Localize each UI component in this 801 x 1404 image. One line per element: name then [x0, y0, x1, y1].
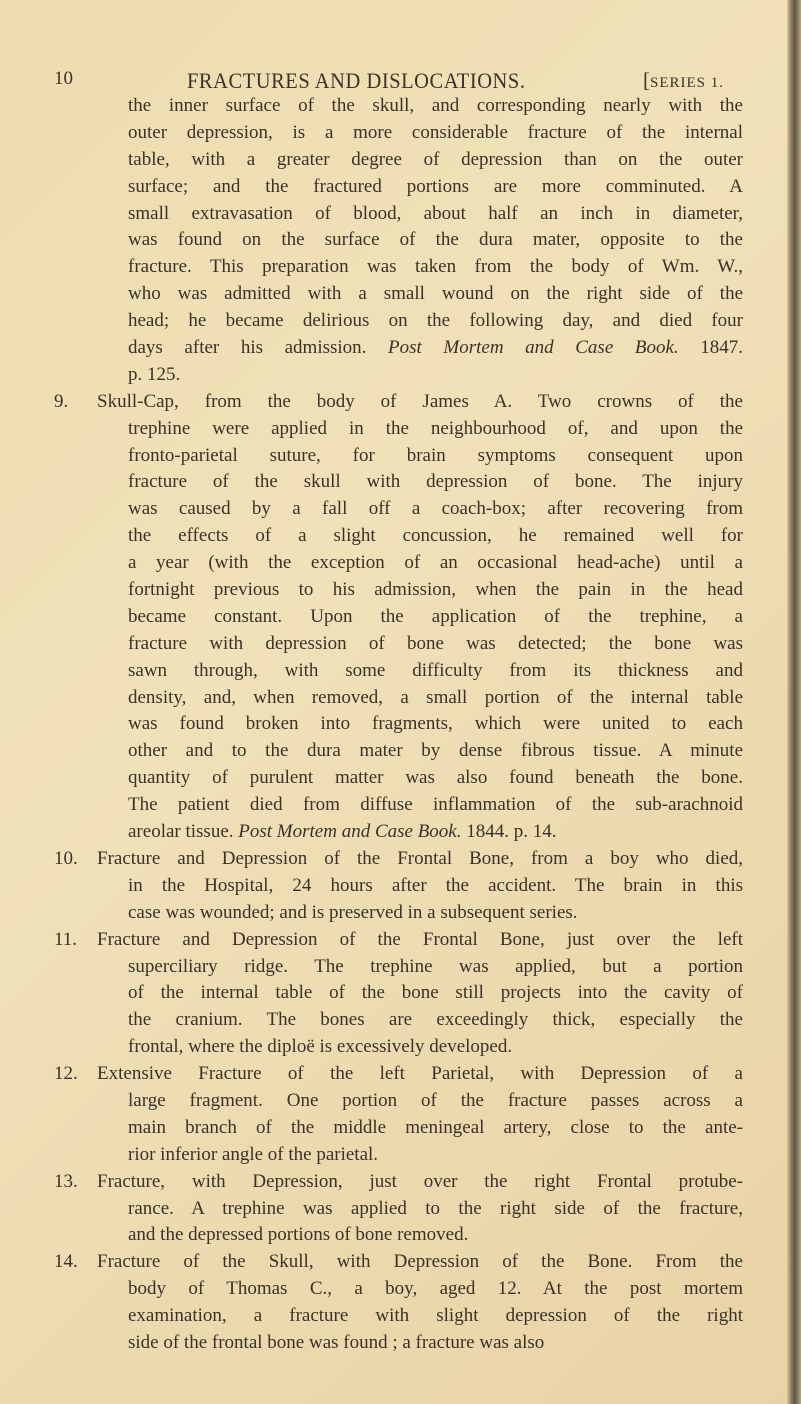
text-line	[0, 1061, 801, 1088]
text-line	[0, 658, 801, 685]
series-label	[643, 68, 724, 93]
line-text: rance. A trephine was applied to the right side of the fracture,	[128, 1197, 743, 1219]
line-text: who was admitted with a small wound on the right side of the	[128, 283, 743, 305]
text-line	[0, 1115, 801, 1142]
text-line	[0, 711, 801, 738]
text-line	[0, 1276, 801, 1303]
line-text: the inner surface of the skull, and corresponding nearly with the	[128, 95, 743, 116]
line-text: and the depressed portions of bone removed.	[128, 1224, 469, 1246]
entry-number: 10.	[54, 847, 78, 869]
text-line	[0, 389, 801, 416]
line-text: fortnight previous to his admission, when the pain in the head	[128, 579, 743, 601]
line-text: The patient died from diffuse inflammation of the sub-arachnoid	[128, 794, 743, 816]
text-line	[0, 362, 801, 389]
text-line	[0, 819, 801, 846]
text-line	[0, 254, 801, 281]
line-text: Fracture, with Depression, just over the right Frontal protube-	[97, 1170, 743, 1192]
line-text: Fracture and Depression of the Frontal Bone, just over the left	[97, 928, 743, 950]
text-line	[0, 469, 801, 496]
line-text: p. 125.	[128, 363, 181, 385]
line-text: was caused by a fall off a coach-box; after recovering from	[128, 498, 743, 520]
text-line	[0, 1007, 801, 1034]
line-text: quantity of purulent matter was also found beneath the bone.	[128, 767, 743, 789]
line-text: case was wounded; and is preserved in a subsequent series.	[128, 901, 578, 923]
line-text: was found on the surface of the dura mater, opposite to the	[128, 229, 743, 251]
continued-paragraph	[0, 93, 801, 389]
text-line	[0, 765, 801, 792]
italic-citation: Post Mortem and Case Book.	[388, 337, 679, 359]
text-line	[0, 416, 801, 443]
text-line	[0, 1249, 801, 1276]
text-line	[0, 1303, 801, 1330]
line-text: the cranium. The bones are exceedingly thick, especially the	[128, 1009, 743, 1031]
line-text: main branch of the middle meningeal artery, close to the ante-	[128, 1116, 743, 1138]
text-line	[0, 1088, 801, 1115]
text-line	[0, 631, 801, 658]
line-text: small extravasation of blood, about half an inch in diameter,	[128, 202, 743, 224]
catalogue-entry	[0, 1061, 801, 1169]
line-text: superciliary ridge. The trephine was applied, but a portion	[128, 955, 743, 977]
line-text: of the internal table of the bone still projects into the cavity of	[128, 982, 743, 1004]
text-line	[0, 738, 801, 765]
entry-number: 12.	[54, 1063, 78, 1085]
line-text: other and to the dura mater by dense fibrous tissue. A minute	[128, 740, 743, 762]
line-text: examination, a fracture with slight depression of the right	[128, 1305, 743, 1327]
text-segment: days after his admission.	[128, 337, 389, 359]
text-line	[0, 201, 801, 228]
text-line	[0, 954, 801, 981]
line-text: in the Hospital, 24 hours after the accident. The brain in this	[128, 874, 743, 896]
line-text	[128, 335, 743, 362]
text-line	[0, 792, 801, 819]
entry-number: 11.	[54, 928, 78, 950]
line-text: became constant. Upon the application of the trephine, a	[128, 605, 743, 627]
line-text: trephine were applied in the neighbourhood of, and upon the	[128, 417, 743, 439]
series-bracket: [	[643, 68, 650, 92]
text-line	[0, 523, 801, 550]
line-text: outer depression, is a more considerable fracture of the internal	[128, 121, 743, 143]
line-text: fracture of the skull with depression of bone. The injury	[128, 471, 743, 493]
series-text: SERIES 1.	[650, 75, 725, 91]
text-line	[0, 900, 801, 927]
text-line	[0, 873, 801, 900]
entry-number: 13.	[54, 1170, 78, 1192]
line-text: density, and, when removed, a small portion of the internal table	[128, 686, 743, 708]
text-line	[0, 443, 801, 470]
line-text	[128, 819, 743, 846]
text-line	[0, 1034, 801, 1061]
text-line	[0, 227, 801, 254]
text-line	[0, 846, 801, 873]
text-segment: 1844. p. 14.	[461, 821, 557, 843]
line-text: table, with a greater degree of depression than on the outer	[128, 148, 743, 170]
entry-number: 9.	[54, 390, 69, 412]
text-segment: areolar tissue.	[128, 821, 239, 843]
line-text: fracture with depression of bone was detected; the bone was	[128, 632, 743, 654]
catalogue-entry	[0, 927, 801, 1061]
text-line	[0, 604, 801, 631]
line-text: surface; and the fractured portions are more comminuted. A	[128, 175, 743, 197]
line-text: the effects of a slight concussion, he remained well for	[128, 525, 743, 547]
line-text: fracture. This preparation was taken from the body of Wm. W.,	[128, 256, 743, 278]
text-line	[0, 550, 801, 577]
line-text: rior inferior angle of the parietal.	[128, 1143, 379, 1165]
line-text: sawn through, with some difficulty from its thickness and	[128, 659, 743, 681]
line-text: large fragment. One portion of the fracture passes across a	[128, 1089, 743, 1111]
text-line	[0, 1330, 801, 1357]
text-line	[0, 980, 801, 1007]
running-title: FRACTURES AND DISLOCATIONS.	[187, 68, 526, 93]
text-line	[0, 335, 801, 362]
text-line	[0, 577, 801, 604]
text-line	[0, 120, 801, 147]
line-text: Skull-Cap, from the body of James A. Two crowns of the	[97, 390, 743, 412]
line-text: Extensive Fracture of the left Parietal, with Depression of a	[97, 1063, 743, 1085]
line-text: frontal, where the diploë is excessively developed.	[128, 1036, 513, 1058]
catalogue-entry	[0, 846, 801, 927]
text-line	[0, 685, 801, 712]
line-text: was found broken into fragments, which were united to each	[128, 713, 743, 735]
line-text: Fracture of the Skull, with Depression of the Bone. From the	[97, 1251, 743, 1273]
text-line	[0, 496, 801, 523]
italic-citation: Post Mortem and Case Book.	[238, 821, 462, 843]
text-line	[0, 1196, 801, 1223]
text-line	[0, 308, 801, 335]
line-text: side of the frontal bone was found ; a fracture was also	[128, 1331, 545, 1353]
text-line	[0, 281, 801, 308]
text-line	[0, 1142, 801, 1169]
line-text: body of Thomas C., a boy, aged 12. At the post mortem	[128, 1278, 743, 1300]
line-text: head; he became delirious on the following day, and died four	[128, 310, 743, 332]
text-line	[0, 927, 801, 954]
page-body	[0, 93, 801, 1357]
text-line	[0, 147, 801, 174]
line-text: fronto-parietal suture, for brain symptoms consequent upon	[128, 444, 743, 466]
text-line	[0, 1169, 801, 1196]
entry-number: 14.	[54, 1251, 78, 1273]
text-line	[0, 174, 801, 201]
text-line	[0, 1222, 801, 1249]
text-line	[0, 93, 801, 120]
catalogue-entry	[0, 1249, 801, 1357]
line-text: a year (with the exception of an occasional head-ache) until a	[128, 552, 743, 574]
catalogue-entry	[0, 1169, 801, 1250]
page-number: 10	[54, 68, 73, 89]
line-text: Fracture and Depression of the Frontal Bone, from a boy who died,	[97, 847, 743, 869]
text-segment: 1847.	[678, 337, 743, 359]
catalogue-entry	[0, 389, 801, 846]
